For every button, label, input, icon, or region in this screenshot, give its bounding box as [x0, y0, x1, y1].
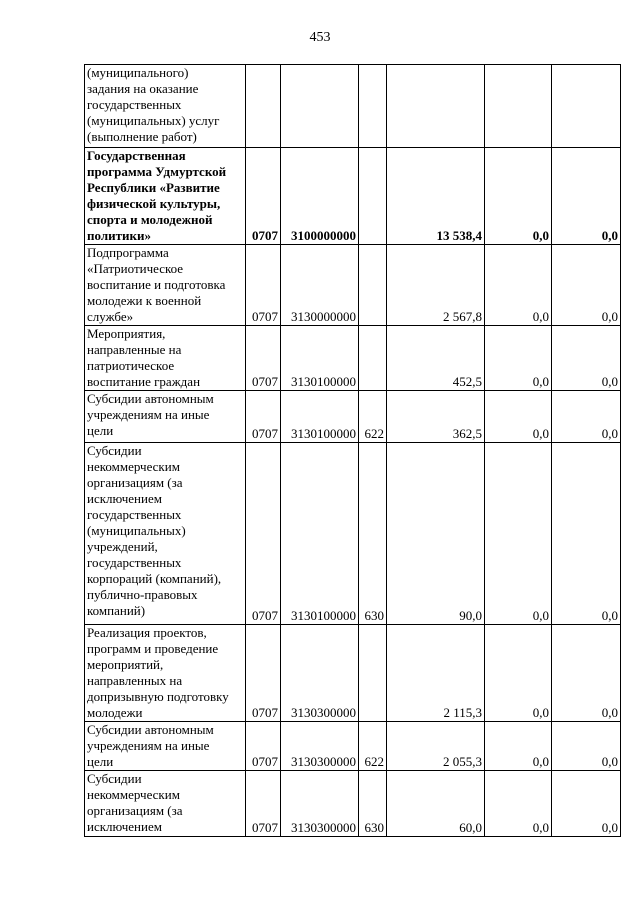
expense-type: 630 [359, 443, 387, 625]
value-3: 0,0 [552, 391, 621, 443]
value-2: 0,0 [485, 245, 552, 326]
section-code: 0707 [246, 148, 281, 245]
table-row [85, 245, 621, 326]
table-row [85, 722, 621, 771]
expense-type: 622 [359, 722, 387, 771]
value-2: 0,0 [485, 443, 552, 625]
section-code: 0707 [246, 326, 281, 391]
amount: 362,5 [387, 391, 485, 443]
value-3: 0,0 [552, 443, 621, 625]
target-article: 3130000000 [281, 245, 359, 326]
row-name: Мероприятия, направленные на патриотическое воспитание граждан [85, 326, 246, 391]
section-code: 0707 [246, 722, 281, 771]
section-code: 0707 [246, 771, 281, 837]
target-article [281, 65, 359, 148]
value-3: 0,0 [552, 148, 621, 245]
table-row [85, 148, 621, 245]
table-row [85, 625, 621, 722]
section-code: 0707 [246, 391, 281, 443]
target-article: 3130100000 [281, 391, 359, 443]
target-article: 3130100000 [281, 443, 359, 625]
value-2: 0,0 [485, 326, 552, 391]
table-body [85, 65, 621, 837]
target-article: 3130300000 [281, 771, 359, 837]
row-name: Субсидии автономным учреждениям на иные цели [85, 391, 246, 443]
section-code: 0707 [246, 625, 281, 722]
row-name: Реализация проектов, программ и проведение мероприятий, направленных на допризывную подготовку молодежи [85, 625, 246, 722]
section-code: 0707 [246, 443, 281, 625]
expense-type: 622 [359, 391, 387, 443]
expense-type [359, 148, 387, 245]
target-article: 3130300000 [281, 625, 359, 722]
table-row [85, 65, 621, 148]
amount: 90,0 [387, 443, 485, 625]
row-name: Субсидии некоммерческим организациям (за исключением государственных (муниципальных) учреждений, государственных корпораций (компаний), публично-правовых компаний) [85, 443, 246, 625]
value-3: 0,0 [552, 771, 621, 837]
amount [387, 65, 485, 148]
target-article: 3130300000 [281, 722, 359, 771]
value-2: 0,0 [485, 148, 552, 245]
value-2: 0,0 [485, 391, 552, 443]
amount: 2 115,3 [387, 625, 485, 722]
value-3: 0,0 [552, 625, 621, 722]
target-article: 3130100000 [281, 326, 359, 391]
expense-type [359, 625, 387, 722]
amount: 2 055,3 [387, 722, 485, 771]
expense-type [359, 326, 387, 391]
value-3: 0,0 [552, 245, 621, 326]
expense-type [359, 65, 387, 148]
table-row [85, 326, 621, 391]
page-number: 453 [309, 30, 331, 45]
value-3: 0,0 [552, 722, 621, 771]
table-row [85, 771, 621, 837]
budget-table [84, 64, 621, 837]
value-2 [485, 65, 552, 148]
value-2: 0,0 [485, 771, 552, 837]
expense-type [359, 245, 387, 326]
row-name: Подпрограмма «Патриотическое воспитание и подготовка молодежи к военной службе» [85, 245, 246, 326]
amount: 452,5 [387, 326, 485, 391]
value-3: 0,0 [552, 326, 621, 391]
row-name: (муниципального) задания на оказание государственных (муниципальных) услуг (выполнение работ) [85, 65, 246, 148]
section-code [246, 65, 281, 148]
row-name: Субсидии автономным учреждениям на иные цели [85, 722, 246, 771]
table-row [85, 391, 621, 443]
value-3 [552, 65, 621, 148]
amount: 13 538,4 [387, 148, 485, 245]
value-2: 0,0 [485, 722, 552, 771]
expense-type: 630 [359, 771, 387, 837]
amount: 2 567,8 [387, 245, 485, 326]
row-name: Государственная программа Удмуртской Республики «Развитие физической культуры, спорта и молодежной политики» [85, 148, 246, 245]
value-2: 0,0 [485, 625, 552, 722]
section-code: 0707 [246, 245, 281, 326]
row-name: Субсидии некоммерческим организациям (за исключением [85, 771, 246, 837]
target-article: 3100000000 [281, 148, 359, 245]
amount: 60,0 [387, 771, 485, 837]
table-row [85, 443, 621, 625]
